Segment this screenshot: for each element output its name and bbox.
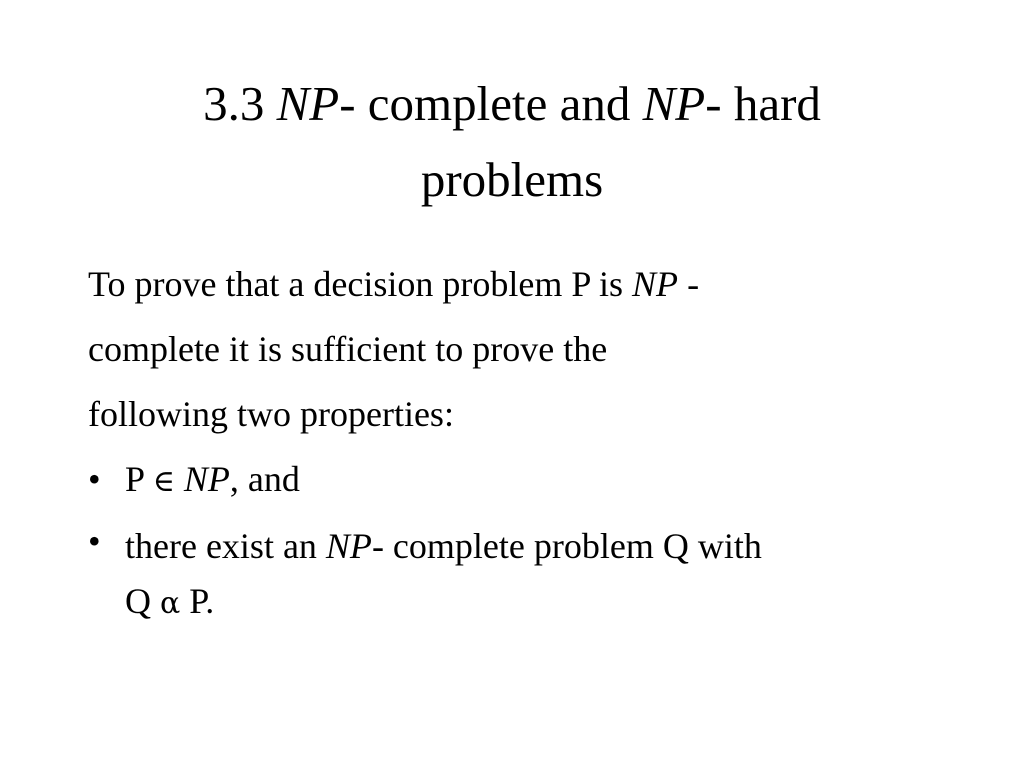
title-text: - hard <box>705 76 821 131</box>
title-line-1 <box>0 66 1024 142</box>
title-np-term: NP <box>276 76 340 131</box>
element-of-symbol: ∈ <box>152 464 175 499</box>
bullet-item-2 <box>88 514 948 631</box>
bullet-marker: • <box>88 521 101 561</box>
intro-line-2: complete it is sufficient to prove the <box>88 329 608 369</box>
bullet-list <box>88 447 948 631</box>
np-term: NP <box>325 526 372 566</box>
title-text: 3.3 <box>203 76 277 131</box>
slide-body <box>88 252 948 631</box>
np-term: NP <box>632 264 679 304</box>
np-term: NP <box>183 459 230 499</box>
bullet-text: , and <box>229 459 300 499</box>
bullet-text: P <box>125 459 153 499</box>
reduction-symbol: α <box>160 586 181 621</box>
bullet-text: P. <box>180 581 215 621</box>
intro-line-3: following two properties: <box>88 394 454 434</box>
slide-title <box>0 66 1024 218</box>
bullet-item-1 <box>88 447 948 514</box>
bullet-item-2-line-2 <box>125 574 948 631</box>
bullet-text: there exist an <box>125 526 326 566</box>
bullet-marker: • <box>88 459 101 499</box>
title-line-2: problems <box>420 152 604 207</box>
title-text: - complete and <box>339 76 643 131</box>
bullet-text: Q <box>125 581 160 621</box>
bullet-item-2-line-1 <box>125 519 948 574</box>
bullet-text: - complete problem Q with <box>371 526 762 566</box>
intro-text: - <box>678 264 700 304</box>
intro-line-1 <box>88 252 948 317</box>
intro-text: To prove that a decision problem P is <box>88 264 633 304</box>
title-np-term: NP <box>642 76 706 131</box>
